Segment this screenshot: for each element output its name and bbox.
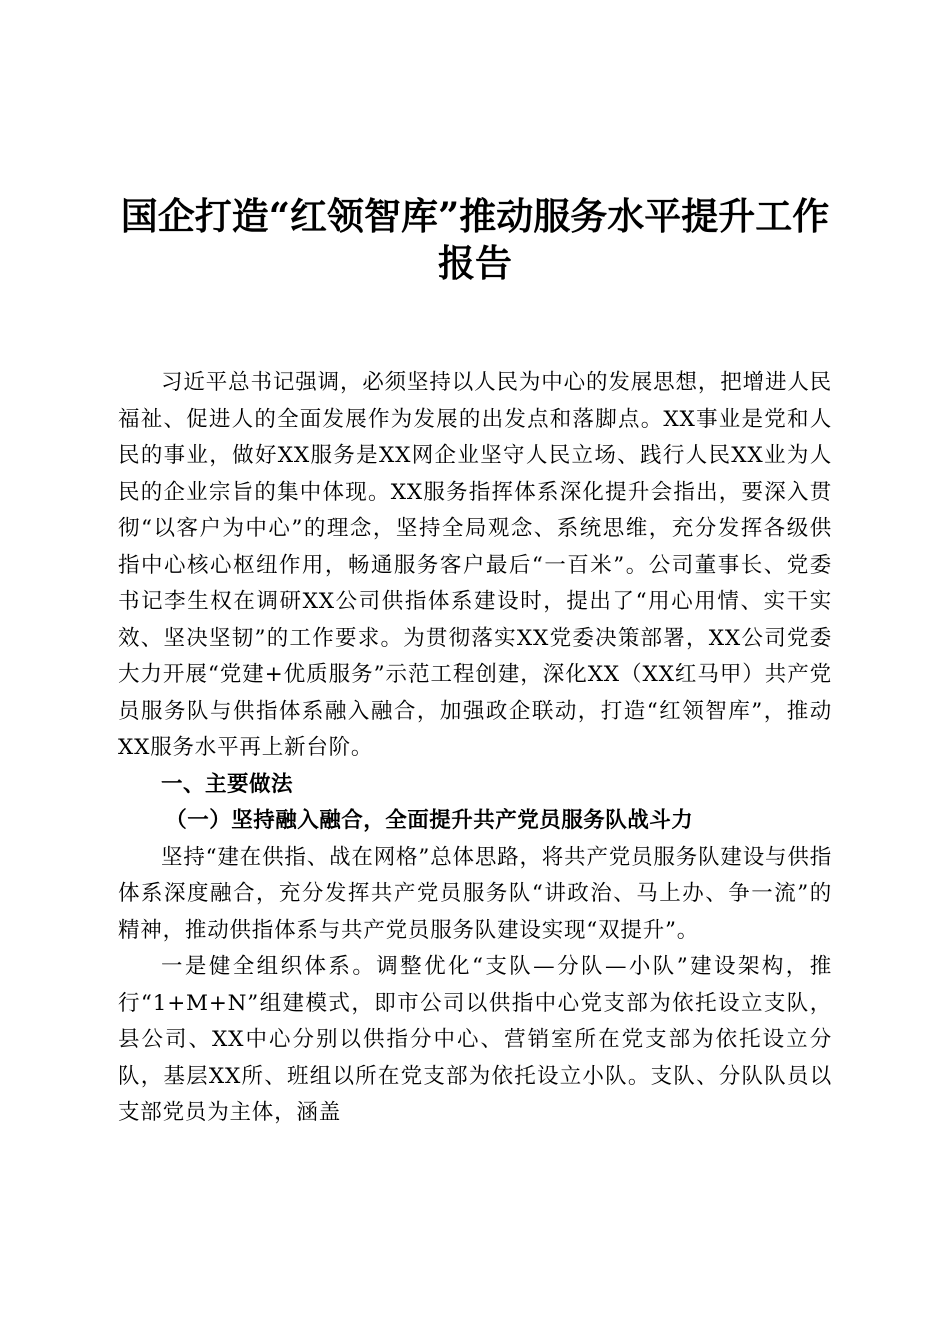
section-heading: 一、主要做法 <box>161 771 294 797</box>
body-paragraph: 坚持“建在供指、战在网格”总体思路，将共产党员服务队建设与供指体系深度融合，充分发挥共产党员服务队“讲政治、马上办、争一流”的精神，推动供指体系与共产党员服务队建设实现“双提升”。 <box>118 844 832 943</box>
document-title-line-1: 国企打造“红领智库”推动服务水平提升工作 <box>120 194 830 238</box>
intro-paragraph: 习近平总书记强调，必须坚持以人民为中心的发展思想，把增进人民福祉、促进人的全面发展作为发展的出发点和落脚点。XX事业是党和人民的事业，做好XX服务是XX网企业坚守人民立场、践行人民XX业为人民的企业宗旨的集中体现。XX服务指挥体系深化提升会指出，要深入贯彻“以客户为中心”的理念，坚持全局观念、系统思维，充分发挥各级供指中心核心枢纽作用，畅通服务客户最后“一百米”。公司董事长、党委书记李生权在调研XX公司供指体系建设时，提出了“用心用情、实干实效、坚决坚韧”的工作要求。为贯彻落实XX党委决策部署，XX公司党委大力开展“党建+优质服务”示范工程创建，深化XX（XX红马甲）共产党员服务队与供指体系融入融合，加强政企联动，打造“红领智库”，推动XX服务水平再上新台阶。 <box>118 370 832 760</box>
subsection-heading: （一）坚持融入融合，全面提升共产党员服务队战斗力 <box>165 808 694 833</box>
document-title-line-2: 报告 <box>438 241 512 285</box>
body-paragraph: 一是健全组织体系。调整优化“支队—分队—小队”建设架构，推行“1+M+N”组建模式，即市公司以供指中心党支部为依托设立支队，县公司、XX中心分别以供指分中心、营销室所在党支部为依托设立分队，基层XX所、班组以所在党支部为依托设立小队。支队、分队队员以支部党员为主体，涵盖 <box>118 954 832 1125</box>
document-body <box>118 365 832 1132</box>
